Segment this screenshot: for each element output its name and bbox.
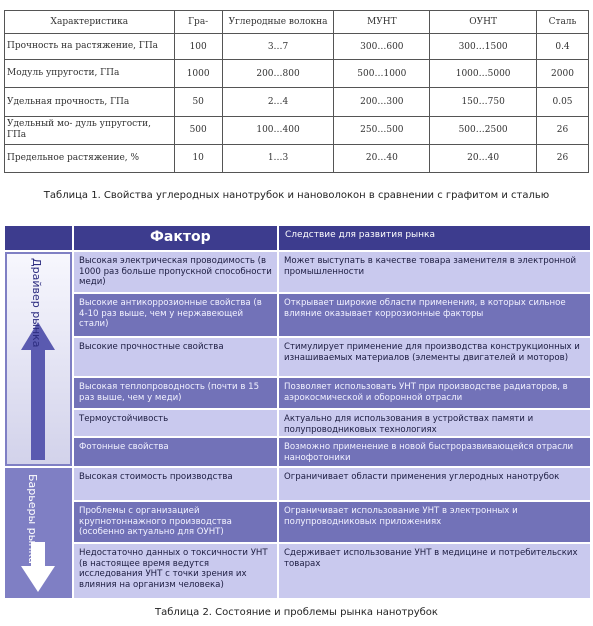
row-label: Удельная прочность, ГПа — [5, 88, 175, 116]
consequence-cell: Возможно применение в новой быстроразвивающейся отрасли нанофотоники — [279, 438, 590, 466]
cell-value: 2000 — [537, 60, 589, 88]
cell-value: 20…40 — [430, 144, 537, 172]
consequence-cell: Стимулирует применение для производства конструкционных и изнашиваемых материалов (элементы двигателей и моторов) — [279, 338, 590, 376]
consequence-cell: Сдерживает использование УНТ в медицине и потребительских товарах — [279, 544, 590, 598]
cell-value: 500 — [174, 116, 222, 144]
consequence-cell: Актуально для использования в устройствах памяти и полупроводниковых технологиях — [279, 410, 590, 436]
cell-value: 0.05 — [537, 88, 589, 116]
cell-value: 3…7 — [222, 34, 334, 60]
table1-caption: Таблица 1. Свойства углеродных нанотрубок и нановолокон в сравнении с графитом и сталью — [43, 190, 550, 201]
cell-value: 500…2500 — [430, 116, 537, 144]
header-factor: Фактор — [150, 229, 211, 245]
drivers-side-panel — [5, 252, 72, 466]
cell-value: 150…750 — [430, 88, 537, 116]
cell-value: 26 — [537, 116, 589, 144]
table-row — [5, 144, 589, 172]
table-row — [74, 338, 590, 376]
table-row — [74, 468, 590, 500]
drivers-label: Драйвер рынка — [30, 258, 43, 348]
header-carbon-fibers: Углеродные волокна — [222, 11, 334, 34]
header-swcnt: ОУНТ — [430, 11, 537, 34]
cell-value: 300…1500 — [430, 34, 537, 60]
header-factor-cell — [74, 226, 277, 250]
factor-cell: Термоустойчивость — [74, 410, 277, 436]
cell-value: 10 — [174, 144, 222, 172]
factor-cell: Высокие прочностные свойства — [74, 338, 277, 376]
factor-cell: Недостаточно данных о токсичности УНТ (в настоящее время ведутся исследования УНТ с точки зрения их влияния на организм человека) — [74, 544, 277, 598]
row-label: Предельное растяжение, % — [5, 144, 175, 172]
factor-cell: Фотонные свойства — [74, 438, 277, 466]
consequence-cell: Ограничивает области применения углеродных нанотрубок — [279, 468, 590, 500]
consequence-cell: Позволяет использовать УНТ при производстве радиаторов, в аэрокосмической и оборонной отрасли — [279, 378, 590, 408]
table-row — [74, 544, 590, 598]
table2-caption: Таблица 2. Состояние и проблемы рынка нанотрубок — [155, 607, 438, 618]
cell-value: 300…600 — [334, 34, 430, 60]
header-characteristic: Характеристика — [5, 11, 175, 34]
consequence-cell: Может выступать в качестве товара заменителя в электронной промышленности — [279, 252, 590, 292]
table-row — [74, 252, 590, 292]
factor-cell: Высокие антикоррозионные свойства (в 4-10 раз выше, чем у нержавеющей стали) — [74, 294, 277, 336]
cell-value: 200…800 — [222, 60, 334, 88]
market-factors-table — [5, 226, 590, 598]
cell-value: 26 — [537, 144, 589, 172]
cell-value: 100…400 — [222, 116, 334, 144]
cell-value: 250…500 — [334, 116, 430, 144]
row-label: Модуль упругости, ГПа — [5, 60, 175, 88]
factor-cell: Высокая теплопроводность (почти в 15 раз выше, чем у меди) — [74, 378, 277, 408]
header-graphite: Гра- — [174, 11, 222, 34]
row-label: Прочность на растяжение, ГПа — [5, 34, 175, 60]
cell-value: 20…40 — [334, 144, 430, 172]
cell-value: 1…3 — [222, 144, 334, 172]
cell-value: 500…1000 — [334, 60, 430, 88]
table-row — [74, 410, 590, 436]
table-row — [5, 60, 589, 88]
consequence-cell: Открывает широкие области применения, в которых сильное влияние оказывает коррозионные факторы — [279, 294, 590, 336]
factor-cell: Проблемы с организацией крупнотоннажного производства (особенно актуально для ОУНТ) — [74, 502, 277, 542]
table-row — [74, 502, 590, 542]
table-row — [74, 378, 590, 408]
cell-value: 100 — [174, 34, 222, 60]
header-consequence: Следствие для развития рынка — [285, 230, 435, 240]
consequence-cell: Ограничивает использование УНТ в электронных и полупроводниковых приложениях — [279, 502, 590, 542]
cell-value: 50 — [174, 88, 222, 116]
header-corner — [5, 226, 72, 250]
header-steel: Сталь — [537, 11, 589, 34]
factor-cell: Высокая электрическая проводимость (в 1000 раз больше пропускной способности меди) — [74, 252, 277, 292]
cell-value: 2…4 — [222, 88, 334, 116]
barriers-label: Барьеры рынка — [26, 474, 39, 564]
cell-value: 0.4 — [537, 34, 589, 60]
table1-header-row — [5, 11, 589, 34]
cell-value: 200…300 — [334, 88, 430, 116]
table-row — [5, 34, 589, 60]
properties-table — [4, 10, 589, 173]
table-row — [74, 294, 590, 336]
header-consequence-cell — [279, 226, 590, 250]
row-label: Удельный мо- дуль упругости, ГПа — [5, 116, 175, 144]
table-row — [74, 438, 590, 466]
table-row — [5, 116, 589, 144]
factor-cell: Высокая стоимость производства — [74, 468, 277, 500]
cell-value: 1000 — [174, 60, 222, 88]
header-mwcnt: МУНТ — [334, 11, 430, 34]
table-row — [5, 88, 589, 116]
cell-value: 1000…5000 — [430, 60, 537, 88]
barriers-side-panel — [5, 468, 72, 598]
